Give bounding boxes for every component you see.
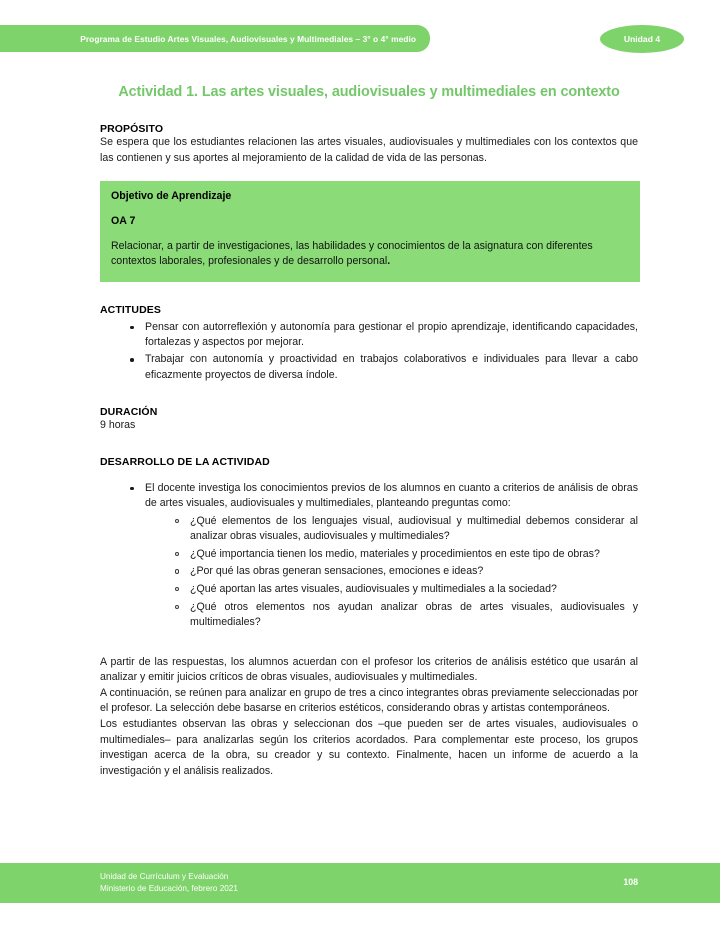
- footer-bar: [0, 863, 720, 903]
- list-item: [100, 320, 638, 351]
- list-item: [145, 582, 638, 598]
- question-text: ¿Qué elementos de los lenguajes visual, audiovisual y multimedial debemos considerar al analizar obras visuales, audiovisuales y multimediales?: [190, 514, 638, 543]
- footer-line-1: Unidad de Currículum y Evaluación: [100, 872, 229, 881]
- question-text: ¿Qué importancia tienen los medio, materiales y procedimientos en este tipo de obras?: [190, 547, 600, 560]
- list-item: [145, 564, 638, 580]
- header-banner-label: Programa de Estudio Artes Visuales, Audiovisuales y Multimediales – 3° o 4° medio: [80, 33, 416, 44]
- desarrollo-list: [100, 481, 638, 512]
- duracion-text: 9 horas: [100, 419, 136, 432]
- question-text: ¿Por qué las obras generan sensaciones, emociones e ideas?: [190, 565, 484, 578]
- footer-line-2: Ministerio de Educación, febrero 2021: [100, 883, 238, 893]
- unit-badge-label: Unidad 4: [623, 34, 661, 44]
- objetivo-code: OA 7: [111, 215, 136, 228]
- list-item: [145, 600, 638, 631]
- section-heading-actitudes: ACTITUDES: [100, 303, 161, 316]
- desarrollo-paragraph: A continuación, se reúnen para analizar en grupo de tres a cinco integrantes obras previamente seleccionadas por el profesor. La selección debe basarse en criterios estéticos, considerando obras y artistas contemporáneos.: [100, 686, 638, 715]
- actitud-text: Trabajar con autonomía y proactividad en trabajos colaborativos e individuales para llevar a cabo eficazmente proyectos de diversa índole.: [145, 352, 638, 381]
- list-item: [100, 352, 638, 383]
- page-number: 108: [623, 877, 638, 887]
- desarrollo-paragraph: Los estudiantes observan las obras y seleccionan dos –que pueden ser de artes visuales, audiovisuales o multimediales– para analizarlas según los criterios acordados. Para complementar este proceso, los grupos investigan acerca de la obra, su creador y su contexto. Finalmente, hacen un informe de acuerdo a la investigación y el análisis realizados.: [100, 717, 638, 777]
- document-page: [100, 0, 638, 779]
- list-item: [145, 514, 638, 545]
- proposito-text: Se espera que los estudiantes relacionen las artes visuales, audiovisuales y multimediales con los contextos que las contienen y sus aportes al mejoramiento de la calidad de vida de las personas.: [100, 136, 638, 164]
- actitudes-list: [100, 320, 638, 383]
- questions-wrapper: [145, 514, 638, 631]
- section-heading-duracion: DURACIÓN: [100, 406, 158, 419]
- section-heading-proposito: PROPÓSITO: [100, 123, 164, 135]
- list-item: [100, 481, 638, 512]
- actitud-text: Pensar con autorreflexión y autonomía para gestionar el propio aprendizaje, identificando capacidades, fortalezas y aspectos por mejorar.: [145, 320, 638, 349]
- page-title: Actividad 1. Las artes visuales, audiovisuales y multimediales en contexto: [118, 84, 620, 100]
- objetivo-text: Relacionar, a partir de investigaciones, las habilidades y conocimientos de la asignatura con diferentes contextos laborales, profesionales y de desarrollo personal.: [111, 240, 593, 268]
- objetivo-text-body: Relacionar, a partir de investigaciones, las habilidades y conocimientos de la asignatura con diferentes contextos laborales, profesionales y de desarrollo personal: [111, 240, 593, 268]
- section-heading-desarrollo: DESARROLLO DE LA ACTIVIDAD: [100, 455, 270, 468]
- footer-credits: [100, 871, 238, 895]
- questions-list: [145, 514, 638, 631]
- question-text: ¿Qué aportan las artes visuales, audiovisuales y multimediales a la sociedad?: [190, 583, 557, 596]
- question-text: ¿Qué otros elementos nos ayudan analizar obras de artes visuales, audiovisuales y multimediales?: [190, 600, 638, 629]
- objetivo-heading: Objetivo de Aprendizaje: [111, 190, 232, 203]
- list-item: [145, 547, 638, 563]
- objetivo-aprendizaje-box: [100, 181, 640, 282]
- desarrollo-paragraph: A partir de las respuestas, los alumnos acuerdan con el profesor los criterios de análisis estético que usarán al analizar y emitir juicios críticos de obras visuales, audiovisuales y multimediales.: [100, 655, 638, 684]
- desarrollo-intro-text: El docente investiga los conocimientos previos de los alumnos en cuanto a criterios de análisis de obras de artes visuales, audiovisuales y multimediales, planteando preguntas como:: [145, 481, 638, 510]
